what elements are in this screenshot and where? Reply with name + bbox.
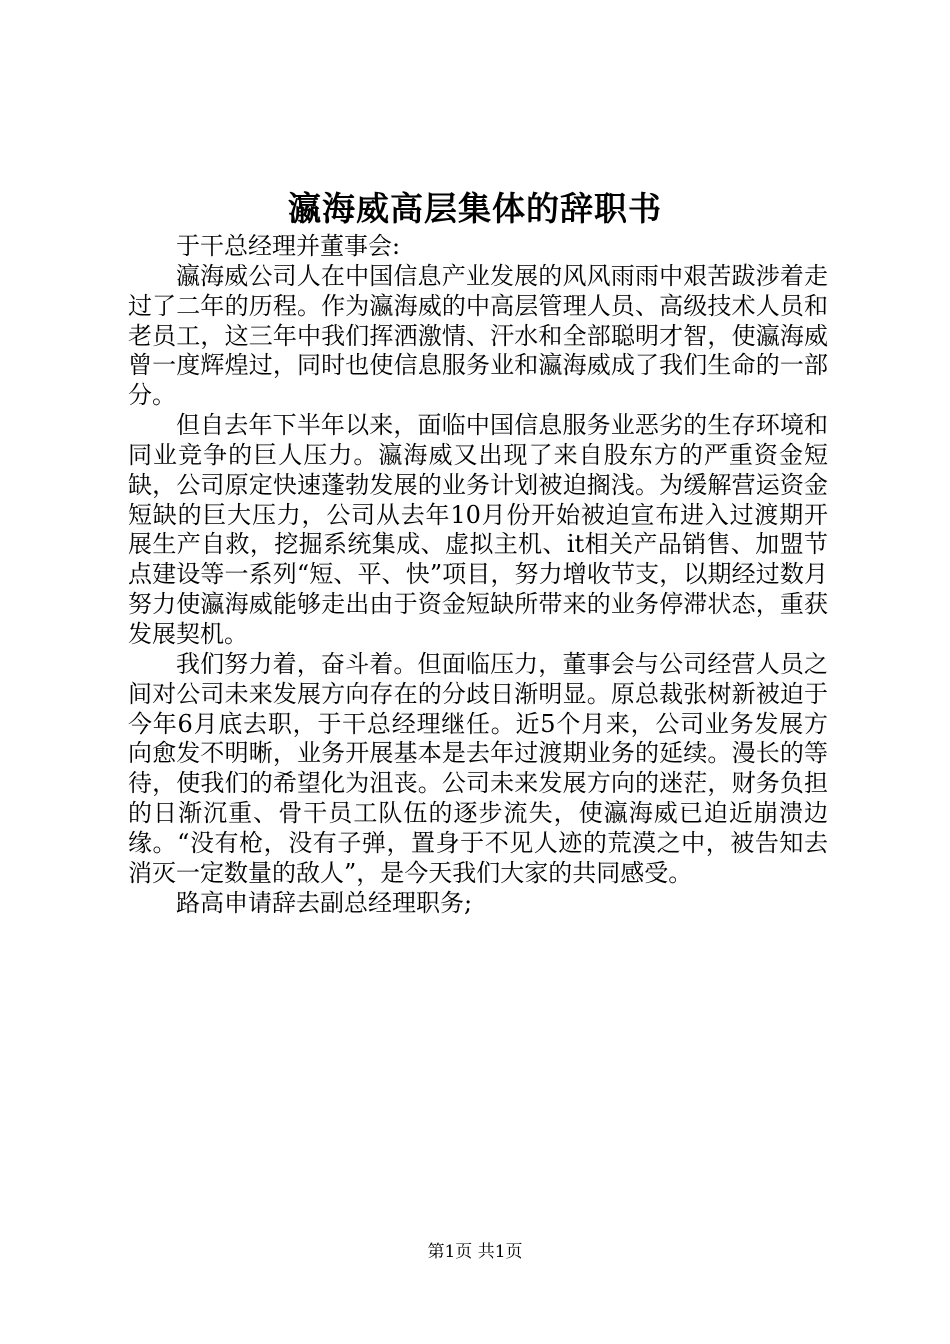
document-body xyxy=(128,232,828,918)
paragraph-3: 我们努力着，奋斗着。但面临压力，董事会与公司经营人员之间对公司未来发展方向存在的分歧日渐明显。原总裁张树新被迫于今年6月底去职，于干总经理继任。近5个月来，公司业务发展方向愈发不明晰，业务开展基本是去年过渡期业务的延续。漫长的等待，使我们的希望化为沮丧。公司未来发展方向的迷茫，财务负担的日渐沉重、骨干员工队伍的逐步流失，使瀛海威已迫近崩溃边缘。“没有枪，没有子弹，置身于不见人迹的荒漠之中，被告知去消灭一定数量的敌人”，是今天我们大家的共同感受。 xyxy=(128,649,828,887)
paragraph-2: 但自去年下半年以来，面临中国信息服务业恶劣的生存环境和同业竞争的巨人压力。瀛海威又出现了来自股东方的严重资金短缺，公司原定快速蓬勃发展的业务计划被迫搁浅。为缓解营运资金短缺的巨大压力，公司从去年10月份开始被迫宣布进入过渡期开展生产自救，挖掘系统集成、虚拟主机、it相关产品销售、加盟节点建设等一系列“短、平、快”项目，努力增收节支，以期经过数月努力使瀛海威能够走出由于资金短缺所带来的业务停滞状态，重获发展契机。 xyxy=(128,411,828,648)
paragraph-4: 路高申请辞去副总经理职务; xyxy=(176,888,473,917)
document-title: 瀛海威高层集体的辞职书 xyxy=(288,189,662,228)
paragraph-1: 瀛海威公司人在中国信息产业发展的风风雨雨中艰苦跋涉着走过了二年的历程。作为瀛海威的中高层管理人员、高级技术人员和老员工，这三年中我们挥洒激情、汗水和全部聪明才智，使瀛海威曾一度辉煌过，同时也使信息服务业和瀛海威成了我们生命的一部分。 xyxy=(128,261,828,410)
salutation: 于干总经理并董事会: xyxy=(176,232,401,260)
page-footer: 第1页 共1页 xyxy=(427,1242,523,1262)
